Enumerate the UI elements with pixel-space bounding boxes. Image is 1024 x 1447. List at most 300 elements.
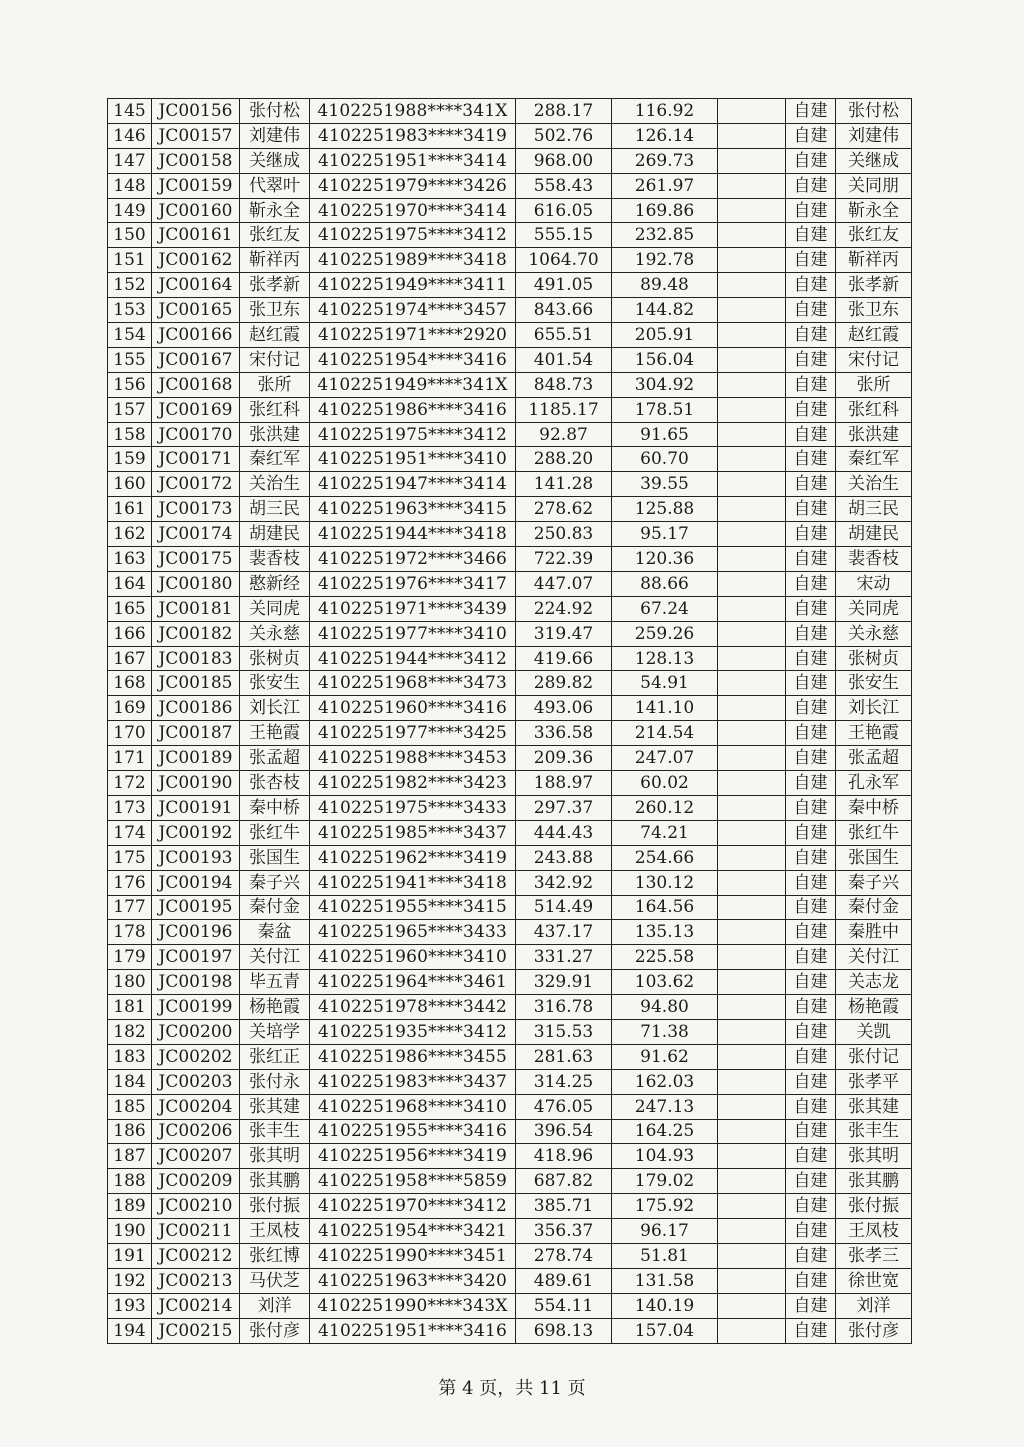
builder-name-cell: 张树贞 (836, 646, 912, 671)
table-row (108, 1144, 912, 1169)
row-number-cell: 169 (108, 696, 152, 721)
parcel-code-cell: JC00167 (152, 347, 240, 372)
parcel-code-cell: JC00162 (152, 248, 240, 273)
build-type-cell: 自建 (786, 1293, 836, 1318)
builder-name-cell: 关永慈 (836, 621, 912, 646)
builder-name-cell: 张付记 (836, 1044, 912, 1069)
area-b-cell: 74.21 (612, 820, 718, 845)
table-row (108, 99, 912, 124)
owner-name-cell: 刘建伟 (240, 123, 310, 148)
parcel-code-cell: JC00212 (152, 1243, 240, 1268)
parcel-code-cell: JC00210 (152, 1194, 240, 1219)
builder-name-cell: 秦付金 (836, 895, 912, 920)
build-type-cell: 自建 (786, 1268, 836, 1293)
area-a-cell: 401.54 (516, 347, 612, 372)
area-a-cell: 514.49 (516, 895, 612, 920)
area-b-cell: 304.92 (612, 372, 718, 397)
builder-name-cell: 关志龙 (836, 970, 912, 995)
area-b-cell: 232.85 (612, 223, 718, 248)
id-number-cell: 4102251956****3419 (310, 1144, 516, 1169)
area-b-cell: 261.97 (612, 173, 718, 198)
id-number-cell: 4102251975****3433 (310, 795, 516, 820)
table-row (108, 1219, 912, 1244)
area-b-cell: 156.04 (612, 347, 718, 372)
area-b-cell: 179.02 (612, 1169, 718, 1194)
blank-cell (718, 472, 786, 497)
build-type-cell: 自建 (786, 372, 836, 397)
builder-name-cell: 杨艳霞 (836, 995, 912, 1020)
area-b-cell: 260.12 (612, 795, 718, 820)
id-number-cell: 4102251951****3410 (310, 447, 516, 472)
owner-name-cell: 张付彦 (240, 1318, 310, 1343)
area-b-cell: 116.92 (612, 99, 718, 124)
area-a-cell: 92.87 (516, 422, 612, 447)
blank-cell (718, 497, 786, 522)
build-type-cell: 自建 (786, 1119, 836, 1144)
build-type-cell: 自建 (786, 1019, 836, 1044)
builder-name-cell: 孔永军 (836, 771, 912, 796)
area-a-cell: 319.47 (516, 621, 612, 646)
builder-name-cell: 赵红霞 (836, 323, 912, 348)
id-number-cell: 4102251983****3437 (310, 1069, 516, 1094)
builder-name-cell: 张红牛 (836, 820, 912, 845)
area-b-cell: 162.03 (612, 1069, 718, 1094)
owner-name-cell: 毕五青 (240, 970, 310, 995)
row-number-cell: 159 (108, 447, 152, 472)
area-a-cell: 489.61 (516, 1268, 612, 1293)
build-type-cell: 自建 (786, 1069, 836, 1094)
area-b-cell: 89.48 (612, 273, 718, 298)
owner-name-cell: 张丰生 (240, 1119, 310, 1144)
blank-cell (718, 397, 786, 422)
row-number-cell: 151 (108, 248, 152, 273)
table-row (108, 920, 912, 945)
builder-name-cell: 王凤枝 (836, 1219, 912, 1244)
parcel-code-cell: JC00183 (152, 646, 240, 671)
blank-cell (718, 1268, 786, 1293)
row-number-cell: 174 (108, 820, 152, 845)
blank-cell (718, 920, 786, 945)
owner-name-cell: 赵红霞 (240, 323, 310, 348)
blank-cell (718, 372, 786, 397)
id-number-cell: 4102251983****3419 (310, 123, 516, 148)
owner-name-cell: 秦付金 (240, 895, 310, 920)
row-number-cell: 167 (108, 646, 152, 671)
blank-cell (718, 148, 786, 173)
parcel-code-cell: JC00180 (152, 571, 240, 596)
area-b-cell: 104.93 (612, 1144, 718, 1169)
id-number-cell: 4102251958****5859 (310, 1169, 516, 1194)
id-number-cell: 4102251944****3412 (310, 646, 516, 671)
parcel-code-cell: JC00213 (152, 1268, 240, 1293)
table-row (108, 820, 912, 845)
area-a-cell: 288.17 (516, 99, 612, 124)
id-number-cell: 4102251990****343X (310, 1293, 516, 1318)
build-type-cell: 自建 (786, 1243, 836, 1268)
area-a-cell: 418.96 (516, 1144, 612, 1169)
row-number-cell: 180 (108, 970, 152, 995)
row-number-cell: 155 (108, 347, 152, 372)
table-row (108, 746, 912, 771)
area-a-cell: 555.15 (516, 223, 612, 248)
row-number-cell: 168 (108, 671, 152, 696)
area-a-cell: 278.74 (516, 1243, 612, 1268)
build-type-cell: 自建 (786, 248, 836, 273)
row-number-cell: 173 (108, 795, 152, 820)
id-number-cell: 4102251988****3453 (310, 746, 516, 771)
owner-name-cell: 刘长江 (240, 696, 310, 721)
owner-name-cell: 关同虎 (240, 596, 310, 621)
table-row (108, 1169, 912, 1194)
owner-name-cell: 张红正 (240, 1044, 310, 1069)
row-number-cell: 171 (108, 746, 152, 771)
blank-cell (718, 99, 786, 124)
area-b-cell: 175.92 (612, 1194, 718, 1219)
row-number-cell: 188 (108, 1169, 152, 1194)
table-row (108, 571, 912, 596)
area-a-cell: 655.51 (516, 323, 612, 348)
parcel-code-cell: JC00160 (152, 198, 240, 223)
builder-name-cell: 宋动 (836, 571, 912, 596)
build-type-cell: 自建 (786, 970, 836, 995)
parcel-code-cell: JC00214 (152, 1293, 240, 1318)
parcel-code-cell: JC00198 (152, 970, 240, 995)
owner-name-cell: 张所 (240, 372, 310, 397)
blank-cell (718, 795, 786, 820)
row-number-cell: 189 (108, 1194, 152, 1219)
table-row (108, 397, 912, 422)
table-row (108, 547, 912, 572)
table-row (108, 621, 912, 646)
area-a-cell: 250.83 (516, 522, 612, 547)
area-b-cell: 135.13 (612, 920, 718, 945)
build-type-cell: 自建 (786, 1318, 836, 1343)
builder-name-cell: 靳永全 (836, 198, 912, 223)
builder-name-cell: 关凯 (836, 1019, 912, 1044)
id-number-cell: 4102251949****341X (310, 372, 516, 397)
area-a-cell: 1064.70 (516, 248, 612, 273)
parcel-code-cell: JC00204 (152, 1094, 240, 1119)
row-number-cell: 170 (108, 721, 152, 746)
builder-name-cell: 张其建 (836, 1094, 912, 1119)
area-a-cell: 687.82 (516, 1169, 612, 1194)
parcel-code-cell: JC00190 (152, 771, 240, 796)
build-type-cell: 自建 (786, 472, 836, 497)
row-number-cell: 184 (108, 1069, 152, 1094)
parcel-code-cell: JC00191 (152, 795, 240, 820)
owner-name-cell: 代翠叶 (240, 173, 310, 198)
table-row (108, 895, 912, 920)
table-row (108, 223, 912, 248)
build-type-cell: 自建 (786, 995, 836, 1020)
id-number-cell: 4102251935****3412 (310, 1019, 516, 1044)
builder-name-cell: 刘洋 (836, 1293, 912, 1318)
table-row (108, 1119, 912, 1144)
build-type-cell: 自建 (786, 671, 836, 696)
row-number-cell: 156 (108, 372, 152, 397)
blank-cell (718, 422, 786, 447)
owner-name-cell: 张其建 (240, 1094, 310, 1119)
table-row (108, 1194, 912, 1219)
table-row (108, 1069, 912, 1094)
id-number-cell: 4102251986****3416 (310, 397, 516, 422)
blank-cell (718, 596, 786, 621)
parcel-code-cell: JC00193 (152, 845, 240, 870)
owner-name-cell: 裴香枝 (240, 547, 310, 572)
owner-name-cell: 张红博 (240, 1243, 310, 1268)
owner-name-cell: 关治生 (240, 472, 310, 497)
builder-name-cell: 刘建伟 (836, 123, 912, 148)
area-a-cell: 385.71 (516, 1194, 612, 1219)
build-type-cell: 自建 (786, 945, 836, 970)
builder-name-cell: 张安生 (836, 671, 912, 696)
parcel-code-cell: JC00166 (152, 323, 240, 348)
table-row (108, 148, 912, 173)
id-number-cell: 4102251954****3421 (310, 1219, 516, 1244)
parcel-code-cell: JC00202 (152, 1044, 240, 1069)
parcel-code-cell: JC00203 (152, 1069, 240, 1094)
row-number-cell: 157 (108, 397, 152, 422)
id-number-cell: 4102251972****3466 (310, 547, 516, 572)
owner-name-cell: 关永慈 (240, 621, 310, 646)
area-b-cell: 164.25 (612, 1119, 718, 1144)
parcel-code-cell: JC00211 (152, 1219, 240, 1244)
builder-name-cell: 关同虎 (836, 596, 912, 621)
area-a-cell: 444.43 (516, 820, 612, 845)
table-row (108, 721, 912, 746)
area-a-cell: 356.37 (516, 1219, 612, 1244)
id-number-cell: 4102251970****3412 (310, 1194, 516, 1219)
area-b-cell: 60.70 (612, 447, 718, 472)
area-b-cell: 169.86 (612, 198, 718, 223)
row-number-cell: 158 (108, 422, 152, 447)
row-number-cell: 175 (108, 845, 152, 870)
builder-name-cell: 张孝三 (836, 1243, 912, 1268)
row-number-cell: 160 (108, 472, 152, 497)
table-row (108, 870, 912, 895)
table-row (108, 447, 912, 472)
row-number-cell: 181 (108, 995, 152, 1020)
build-type-cell: 自建 (786, 1144, 836, 1169)
build-type-cell: 自建 (786, 696, 836, 721)
parcel-code-cell: JC00173 (152, 497, 240, 522)
builder-name-cell: 关同朋 (836, 173, 912, 198)
area-a-cell: 968.00 (516, 148, 612, 173)
owner-name-cell: 秦红军 (240, 447, 310, 472)
area-b-cell: 39.55 (612, 472, 718, 497)
register-table-body (108, 99, 912, 1344)
area-a-cell: 558.43 (516, 173, 612, 198)
parcel-code-cell: JC00192 (152, 820, 240, 845)
blank-cell (718, 845, 786, 870)
area-b-cell: 157.04 (612, 1318, 718, 1343)
table-row (108, 945, 912, 970)
area-a-cell: 698.13 (516, 1318, 612, 1343)
area-a-cell: 848.73 (516, 372, 612, 397)
row-number-cell: 182 (108, 1019, 152, 1044)
table-row (108, 123, 912, 148)
owner-name-cell: 关培学 (240, 1019, 310, 1044)
row-number-cell: 166 (108, 621, 152, 646)
area-a-cell: 141.28 (516, 472, 612, 497)
owner-name-cell: 关继成 (240, 148, 310, 173)
owner-name-cell: 杨艳霞 (240, 995, 310, 1020)
builder-name-cell: 张卫东 (836, 298, 912, 323)
builder-name-cell: 张红科 (836, 397, 912, 422)
blank-cell (718, 820, 786, 845)
area-b-cell: 144.82 (612, 298, 718, 323)
table-row (108, 646, 912, 671)
blank-cell (718, 522, 786, 547)
parcel-code-cell: JC00174 (152, 522, 240, 547)
row-number-cell: 187 (108, 1144, 152, 1169)
parcel-code-cell: JC00182 (152, 621, 240, 646)
builder-name-cell: 裴香枝 (836, 547, 912, 572)
owner-name-cell: 张洪建 (240, 422, 310, 447)
row-number-cell: 192 (108, 1268, 152, 1293)
id-number-cell: 4102251989****3418 (310, 248, 516, 273)
builder-name-cell: 秦红军 (836, 447, 912, 472)
blank-cell (718, 323, 786, 348)
id-number-cell: 4102251975****3412 (310, 223, 516, 248)
area-b-cell: 51.81 (612, 1243, 718, 1268)
table-row (108, 596, 912, 621)
area-b-cell: 164.56 (612, 895, 718, 920)
table-row (108, 198, 912, 223)
build-type-cell: 自建 (786, 298, 836, 323)
area-a-cell: 554.11 (516, 1293, 612, 1318)
id-number-cell: 4102251971****3439 (310, 596, 516, 621)
owner-name-cell: 胡建民 (240, 522, 310, 547)
table-row (108, 671, 912, 696)
blank-cell (718, 447, 786, 472)
table-row (108, 173, 912, 198)
builder-name-cell: 张付振 (836, 1194, 912, 1219)
parcel-code-cell: JC00161 (152, 223, 240, 248)
area-a-cell: 336.58 (516, 721, 612, 746)
id-number-cell: 4102251955****3416 (310, 1119, 516, 1144)
id-number-cell: 4102251977****3425 (310, 721, 516, 746)
area-a-cell: 476.05 (516, 1094, 612, 1119)
row-number-cell: 149 (108, 198, 152, 223)
area-b-cell: 95.17 (612, 522, 718, 547)
row-number-cell: 146 (108, 123, 152, 148)
owner-name-cell: 秦子兴 (240, 870, 310, 895)
table-row (108, 696, 912, 721)
table-row (108, 1293, 912, 1318)
builder-name-cell: 张国生 (836, 845, 912, 870)
parcel-code-cell: JC00196 (152, 920, 240, 945)
builder-name-cell: 关付江 (836, 945, 912, 970)
build-type-cell: 自建 (786, 845, 836, 870)
row-number-cell: 163 (108, 547, 152, 572)
table-row (108, 347, 912, 372)
blank-cell (718, 721, 786, 746)
area-a-cell: 289.82 (516, 671, 612, 696)
row-number-cell: 193 (108, 1293, 152, 1318)
id-number-cell: 4102251990****3451 (310, 1243, 516, 1268)
area-a-cell: 396.54 (516, 1119, 612, 1144)
row-number-cell: 190 (108, 1219, 152, 1244)
builder-name-cell: 靳祥丙 (836, 248, 912, 273)
id-number-cell: 4102251975****3412 (310, 422, 516, 447)
build-type-cell: 自建 (786, 198, 836, 223)
area-b-cell: 54.91 (612, 671, 718, 696)
id-number-cell: 4102251944****3418 (310, 522, 516, 547)
table-row (108, 248, 912, 273)
build-type-cell: 自建 (786, 721, 836, 746)
table-row (108, 323, 912, 348)
builder-name-cell: 宋付记 (836, 347, 912, 372)
build-type-cell: 自建 (786, 1094, 836, 1119)
area-a-cell: 281.63 (516, 1044, 612, 1069)
build-type-cell: 自建 (786, 795, 836, 820)
table-row (108, 771, 912, 796)
blank-cell (718, 1219, 786, 1244)
blank-cell (718, 646, 786, 671)
owner-name-cell: 张红友 (240, 223, 310, 248)
build-type-cell: 自建 (786, 1044, 836, 1069)
id-number-cell: 4102251986****3455 (310, 1044, 516, 1069)
build-type-cell: 自建 (786, 646, 836, 671)
parcel-code-cell: JC00207 (152, 1144, 240, 1169)
area-b-cell: 71.38 (612, 1019, 718, 1044)
row-number-cell: 178 (108, 920, 152, 945)
area-b-cell: 60.02 (612, 771, 718, 796)
owner-name-cell: 张国生 (240, 845, 310, 870)
area-b-cell: 130.12 (612, 870, 718, 895)
area-b-cell: 269.73 (612, 148, 718, 173)
area-b-cell: 91.65 (612, 422, 718, 447)
area-a-cell: 297.37 (516, 795, 612, 820)
area-b-cell: 120.36 (612, 547, 718, 572)
id-number-cell: 4102251963****3420 (310, 1268, 516, 1293)
area-b-cell: 96.17 (612, 1219, 718, 1244)
id-number-cell: 4102251963****3415 (310, 497, 516, 522)
row-number-cell: 176 (108, 870, 152, 895)
blank-cell (718, 547, 786, 572)
blank-cell (718, 1019, 786, 1044)
owner-name-cell: 张红科 (240, 397, 310, 422)
owner-name-cell: 张付永 (240, 1069, 310, 1094)
area-a-cell: 243.88 (516, 845, 612, 870)
build-type-cell: 自建 (786, 522, 836, 547)
table-row (108, 970, 912, 995)
parcel-code-cell: JC00156 (152, 99, 240, 124)
table-row (108, 1094, 912, 1119)
owner-name-cell: 张安生 (240, 671, 310, 696)
area-a-cell: 502.76 (516, 123, 612, 148)
parcel-code-cell: JC00158 (152, 148, 240, 173)
owner-name-cell: 靳祥丙 (240, 248, 310, 273)
id-number-cell: 4102251951****3416 (310, 1318, 516, 1343)
builder-name-cell: 关继成 (836, 148, 912, 173)
build-type-cell: 自建 (786, 347, 836, 372)
register-table (107, 98, 912, 1344)
area-b-cell: 125.88 (612, 497, 718, 522)
blank-cell (718, 945, 786, 970)
blank-cell (718, 347, 786, 372)
parcel-code-cell: JC00206 (152, 1119, 240, 1144)
owner-name-cell: 张孝新 (240, 273, 310, 298)
row-number-cell: 191 (108, 1243, 152, 1268)
row-number-cell: 194 (108, 1318, 152, 1343)
area-a-cell: 616.05 (516, 198, 612, 223)
area-a-cell: 493.06 (516, 696, 612, 721)
parcel-code-cell: JC00200 (152, 1019, 240, 1044)
owner-name-cell: 关付江 (240, 945, 310, 970)
area-a-cell: 224.92 (516, 596, 612, 621)
